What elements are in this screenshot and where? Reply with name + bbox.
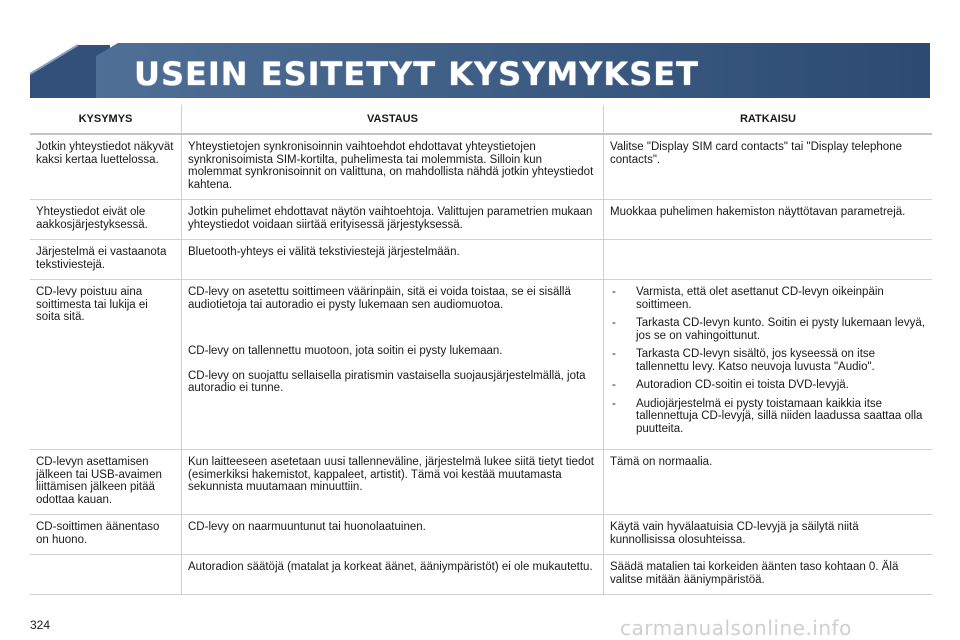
table-row [30, 515, 932, 555]
list-item: - Tarkasta CD-levyn kunto. Soitin ei pysty lukemaan levyä, jos se on vahingoittunut. [610, 317, 926, 342]
answer-text: CD-levy on suojattu sellaisella piratismin vastaisella suojausjärjestelmällä, jota autoradio ei tunne. [188, 369, 586, 394]
column-header-question: KYSYMYS [30, 105, 182, 134]
page-number: 324 [30, 618, 51, 632]
question-cell [30, 555, 182, 595]
solution-cell: Muokkaa puhelimen hakemiston näyttötavan parametrejä. [604, 200, 933, 240]
watermark-text: carmanualsonline.info [620, 616, 852, 640]
spacer [188, 358, 597, 370]
solution-list [610, 286, 926, 435]
table-row [30, 555, 932, 595]
question-cell: Yhteystiedot eivät ole aakkosjärjestyksessä. [30, 200, 182, 240]
table-row [30, 280, 932, 450]
faq-table [30, 105, 932, 595]
solution-cell [604, 240, 933, 280]
answer-cell: CD-levy on naarmuuntunut tai huonolaatuinen. [182, 515, 604, 555]
answer-cell: Kun laitteeseen asetetaan uusi tallenneväline, järjestelmä lukee siitä tietyt tiedot (esimerkiksi hakemistot, kappaleet, artistit). Tämä voi kestää muutamasta sekunnista muutamaan minuuttiin. [182, 450, 604, 515]
question-cell: Jotkin yhteystiedot näkyvät kaksi kertaa luettelossa. [30, 134, 182, 200]
question-cell: CD-levy poistuu aina soittimesta tai lukija ei soita sitä. [30, 280, 182, 450]
answer-cell: Jotkin puhelimet ehdottavat näytön vaihtoehtoja. Valittujen parametrien mukaan yhteystiedot voidaan siirtää erityisessä järjestyksessä. [182, 200, 604, 240]
table-row [30, 240, 932, 280]
table-row [30, 450, 932, 515]
solution-cell [604, 280, 933, 450]
answer-cell: Bluetooth-yhteys ei välitä tekstiviestejä järjestelmään. [182, 240, 604, 280]
table-row [30, 134, 932, 200]
spacer [188, 311, 597, 345]
question-cell: CD-levyn asettamisen jälkeen tai USB-avaimen liittämisen jälkeen pitää odottaa kauan. [30, 450, 182, 515]
answer-cell [182, 280, 604, 450]
solution-cell: Tämä on normaalia. [604, 450, 933, 515]
list-item: - Tarkasta CD-levyn sisältö, jos kyseessä on itse tallennettu levy. Katso neuvoja luvusta "Audio". [610, 348, 926, 373]
answer-cell: Autoradion säätöjä (matalat ja korkeat äänet, ääniympäristöt) ei ole mukautettu. [182, 555, 604, 595]
answer-text: CD-levy on asetettu soittimeen väärinpäin, sitä ei voida toistaa, se ei sisällä audiotietoja tai autoradio ei pysty lukemaan sen audiomuotoa. [188, 286, 571, 311]
question-cell: Järjestelmä ei vastaanota tekstiviestejä. [30, 240, 182, 280]
answer-cell: Yhteystietojen synkronisoinnin vaihtoehdot ehdottavat yhteystietojen synkronisoimista SIM-kortilta, puhelimesta tai molemmista. Silloin kun molemmat synkronisoinnit on valittuna, on mahdollista nähdä jotkin yhteystiedot kahtena. [182, 134, 604, 200]
table-row [30, 200, 932, 240]
solution-cell: Käytä vain hyvälaatuisia CD-levyjä ja säilytä niitä kunnollisissa olosuhteissa. [604, 515, 933, 555]
column-header-answer: VASTAUS [182, 105, 604, 134]
question-cell: CD-soittimen äänentaso on huono. [30, 515, 182, 555]
solution-cell: Valitse "Display SIM card contacts" tai "Display telephone contacts". [604, 134, 933, 200]
list-item: - Varmista, että olet asettanut CD-levyn oikeinpäin soittimeen. [610, 286, 926, 311]
answer-text: CD-levy on tallennettu muotoon, jota soitin ei pysty lukemaan. [188, 345, 503, 357]
list-item: - Autoradion CD-soitin ei toista DVD-levyjä. [610, 379, 926, 392]
page-header [0, 0, 960, 100]
column-header-solution: RATKAISU [604, 105, 933, 134]
solution-cell: Säädä matalien tai korkeiden äänten taso kohtaan 0. Älä valitse mitään ääniympäristöä. [604, 555, 933, 595]
table-header-row [30, 105, 932, 134]
list-item: - Audiojärjestelmä ei pysty toistamaan kaikkia itse tallennettuja CD-levyjä, sillä niiden laadussa saattaa olla puutteita. [610, 398, 926, 436]
page-title: USEIN ESITETYT KYSYMYKSET [134, 55, 699, 93]
